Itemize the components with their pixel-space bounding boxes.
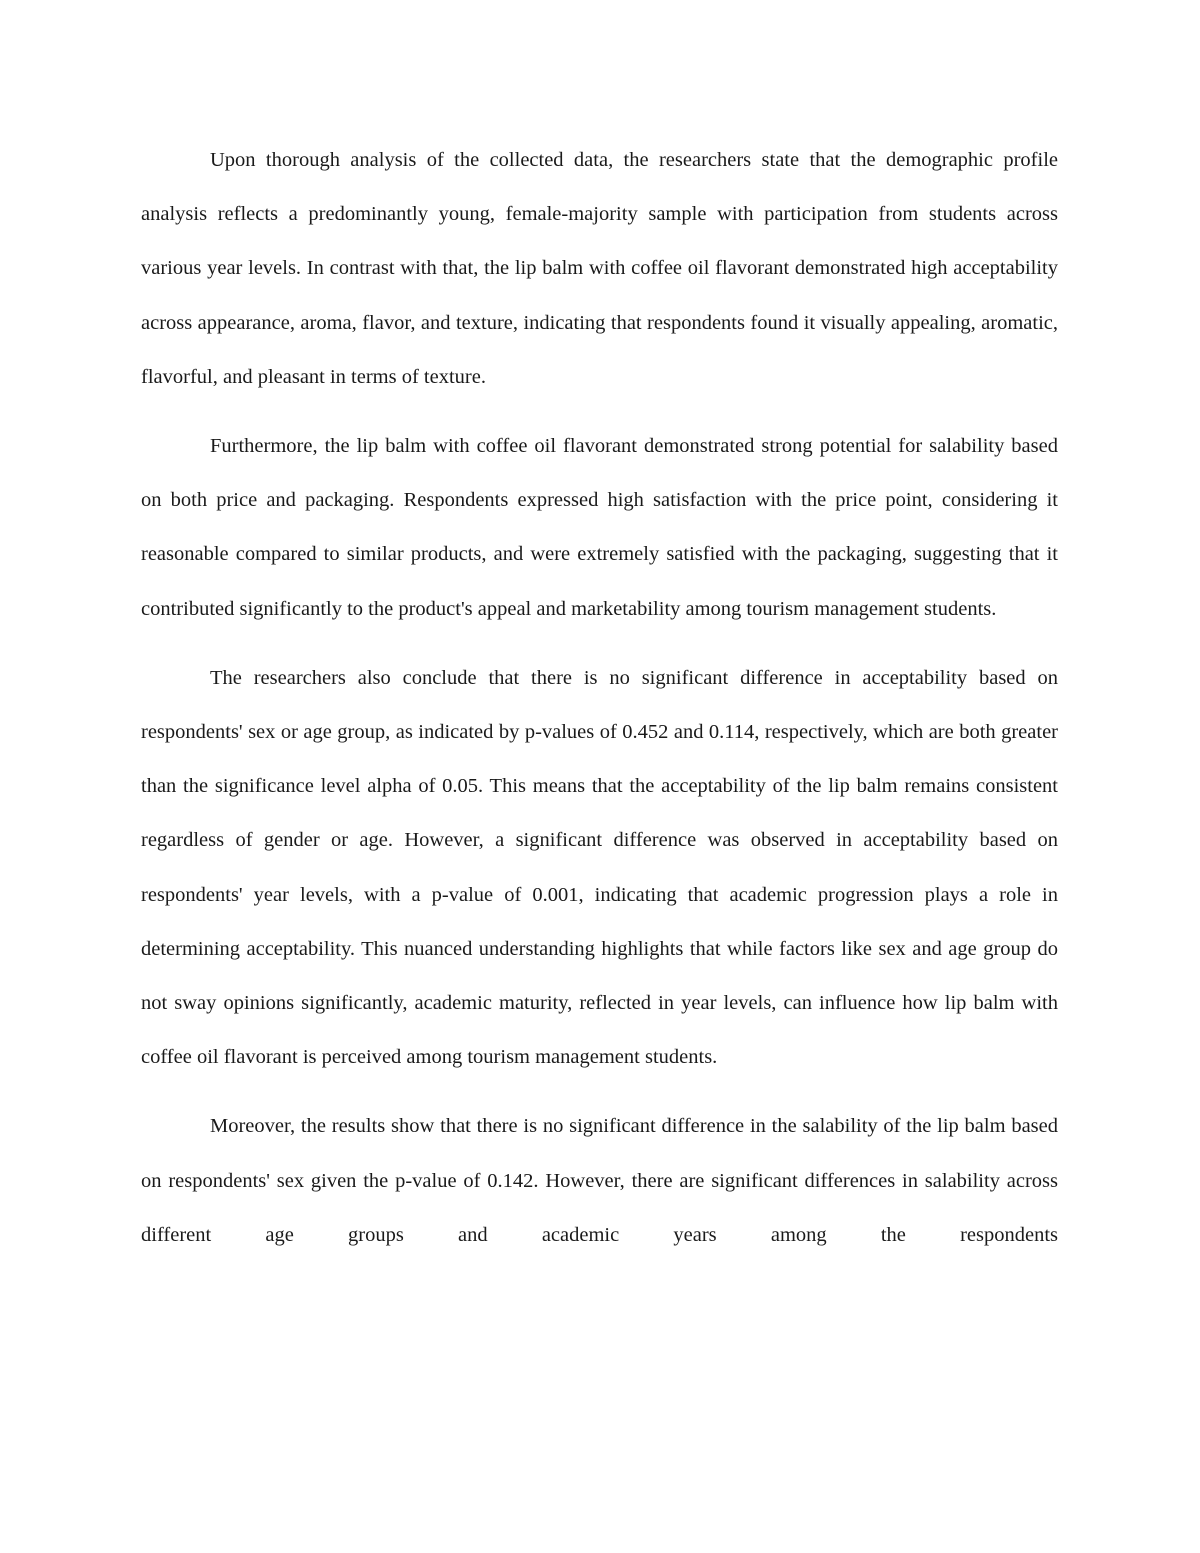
paragraph-salability-differences: Moreover, the results show that there is no significant difference in the salability of the lip balm based on respondents' sex given the p-value of 0.142. However, there are significant differences in salability across different age groups and academic years among the respondents	[141, 1115, 1058, 1246]
paragraph-salability-potential: Furthermore, the lip balm with coffee oil flavorant demonstrated strong potential for salability based on both price and packaging. Respondents expressed high satisfaction with the price point, considering it reasonable compared to similar products, and were extremely satisfied with the packaging, suggesting that it contributed significantly to the product's appeal and marketability among tourism management students.	[141, 435, 1058, 620]
document-body	[141, 133, 1058, 1277]
paragraph-demographic-profile: Upon thorough analysis of the collected data, the researchers state that the demographic profile analysis reflects a predominantly young, female-majority sample with participation from students across various year levels. In contrast with that, the lip balm with coffee oil flavorant demonstrated high acceptability across appearance, aroma, flavor, and texture, indicating that respondents found it visually appealing, aromatic, flavorful, and pleasant in terms of texture.	[141, 149, 1058, 388]
paragraph-acceptability-differences: The researchers also conclude that there is no significant difference in acceptability based on respondents' sex or age group, as indicated by p-values of 0.452 and 0.114, respectively, which are both greater than the significance level alpha of 0.05. This means that the acceptability of the lip balm remains consistent regardless of gender or age. However, a significant difference was observed in acceptability based on respondents' year levels, with a p-value of 0.001, indicating that academic progression plays a role in determining acceptability. This nuanced understanding highlights that while factors like sex and age group do not sway opinions significantly, academic maturity, reflected in year levels, can influence how lip balm with coffee oil flavorant is perceived among tourism management students.	[141, 666, 1058, 1069]
